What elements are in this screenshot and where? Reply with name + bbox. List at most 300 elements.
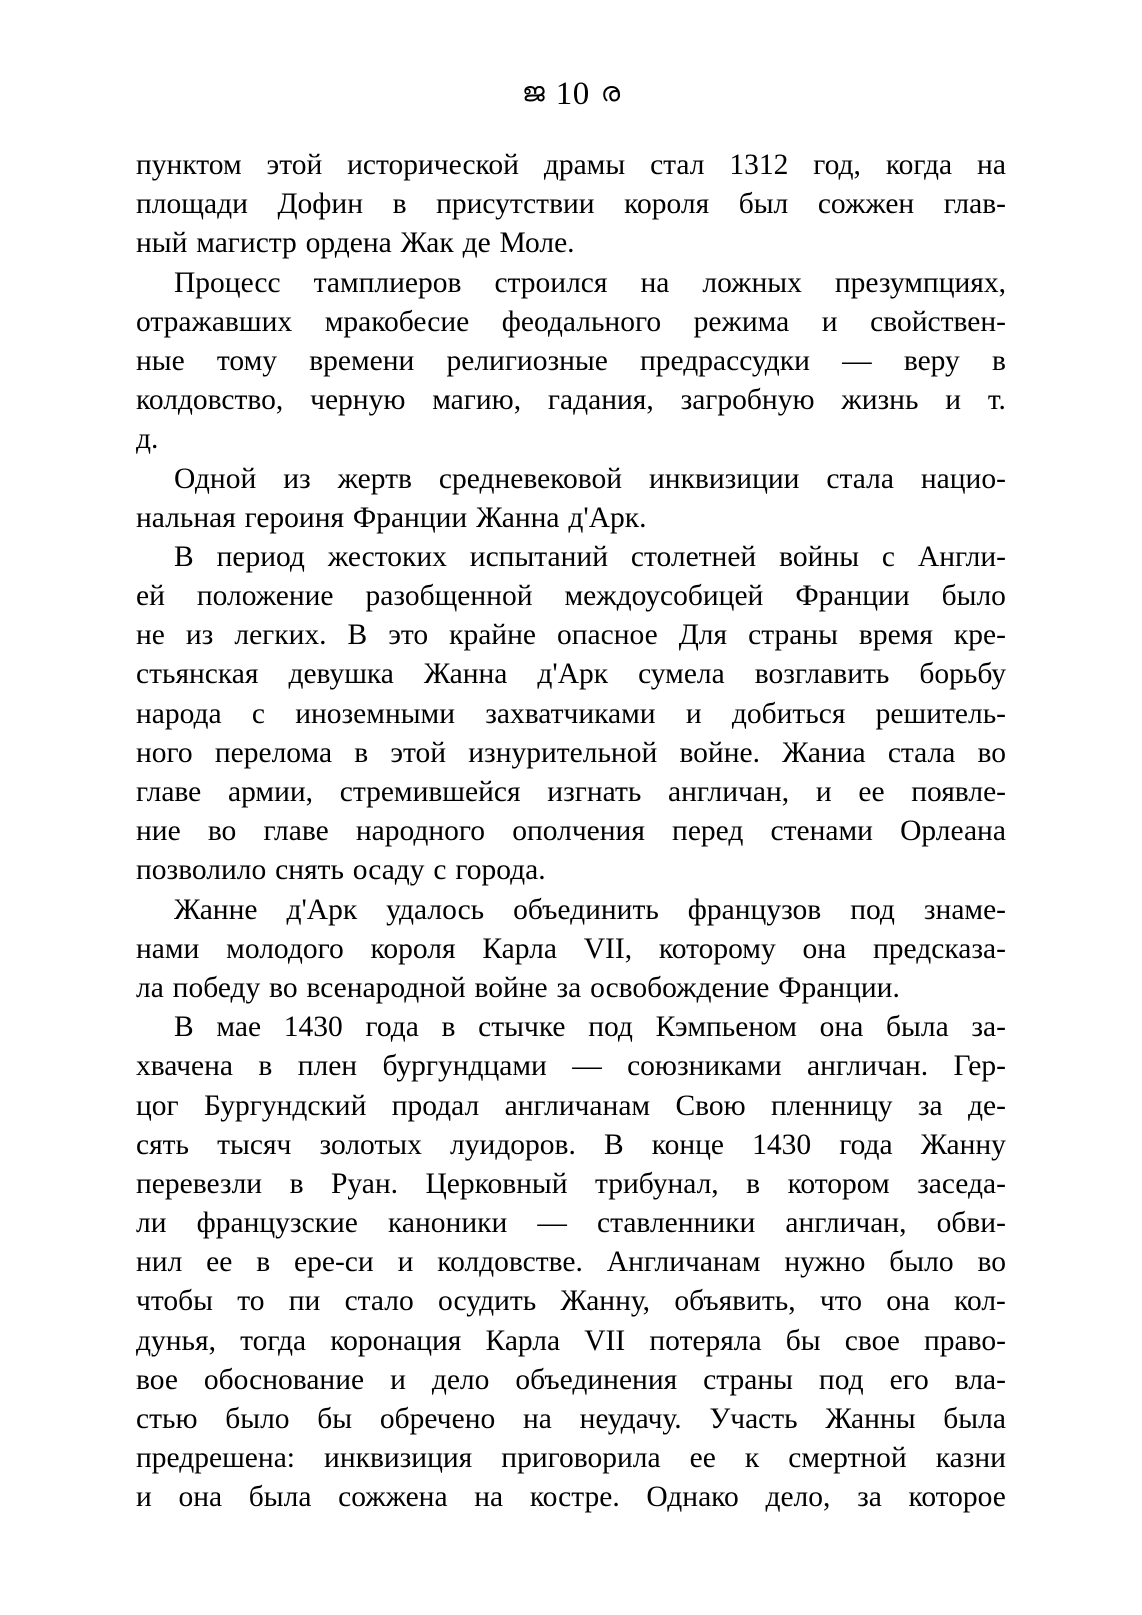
word: период (216, 540, 305, 573)
word: магию, (432, 384, 522, 417)
word: нацио- (920, 462, 1006, 495)
word: Жаниа (782, 736, 866, 769)
text-line (136, 969, 1006, 1008)
word: года (839, 1128, 893, 1161)
text-line (136, 812, 1006, 851)
word: вое (136, 1363, 178, 1396)
text-line (136, 538, 1006, 577)
word: она (802, 932, 847, 965)
word: смертной (788, 1442, 907, 1475)
word: короля (370, 932, 456, 965)
word: казни (935, 1442, 1006, 1475)
word: которое (908, 1481, 1006, 1514)
word: VII (584, 1324, 626, 1357)
word: в (991, 344, 1006, 377)
word: что (819, 1285, 862, 1318)
word: ее (206, 1246, 233, 1279)
word: этой (390, 736, 447, 769)
word: пленницу (771, 1089, 893, 1122)
word: религиозные (446, 344, 608, 377)
word: города. (455, 854, 546, 887)
word: крайне (449, 619, 536, 652)
word: Руан. (330, 1167, 399, 1200)
word: и (815, 776, 832, 808)
word: сожжена (338, 1481, 448, 1514)
word: союзниками (627, 1050, 782, 1083)
word: с (433, 854, 447, 887)
word: войне. (679, 736, 760, 769)
word: жертв (337, 462, 412, 495)
word: стала (887, 736, 956, 769)
word: позволило (136, 854, 267, 887)
word: д. (136, 423, 159, 456)
word: под (818, 1363, 864, 1396)
text-line (136, 1439, 1006, 1478)
word: неудачу. (579, 1403, 682, 1435)
word: перед (672, 815, 744, 848)
word: бургундцами (382, 1050, 547, 1083)
word: девушка (288, 658, 394, 691)
word: тысяч (217, 1128, 292, 1161)
word: Франции (352, 501, 468, 534)
word: его (889, 1363, 929, 1396)
word: черную (310, 384, 406, 417)
word: за (556, 971, 582, 1004)
word: за (857, 1481, 882, 1514)
word: освобождение (590, 971, 770, 1004)
word: которому (658, 932, 776, 965)
word: коронация (330, 1324, 462, 1357)
word: де (462, 227, 491, 260)
word: она (178, 1481, 223, 1514)
word: англичан. (807, 1050, 929, 1083)
text-line (136, 1478, 1006, 1517)
text-line (136, 460, 1006, 499)
word: ла (136, 971, 164, 1004)
word: чтобы (136, 1285, 213, 1318)
word: Карла (482, 932, 557, 965)
word: феодального (501, 305, 662, 338)
word: Свою (675, 1089, 746, 1122)
word: Жанна (476, 501, 560, 534)
text-line (136, 185, 1006, 224)
word: был (738, 188, 789, 221)
word: было (889, 1246, 954, 1279)
word: ный (136, 227, 188, 260)
word: англичан, (668, 776, 790, 808)
word: ей (136, 580, 165, 613)
word: сумела (638, 658, 725, 691)
text-line (136, 420, 1006, 459)
word: страны (703, 1363, 793, 1396)
body-text (136, 146, 1006, 1518)
word: ее (858, 776, 885, 808)
word: объявить, (674, 1285, 796, 1318)
text-line (136, 1361, 1006, 1400)
word: Жак (400, 227, 454, 260)
word: т. (987, 384, 1006, 417)
word: трибунал, (595, 1167, 719, 1200)
word: молодого (226, 932, 344, 965)
word: и (685, 697, 702, 730)
text-line (136, 303, 1006, 342)
word: из (185, 619, 214, 652)
text-line (136, 499, 1006, 538)
word: добиться (731, 697, 846, 730)
text-line (136, 1087, 1006, 1126)
word: Бургундский (204, 1089, 367, 1122)
word: площади (136, 188, 248, 221)
running-head (0, 78, 1142, 111)
word: ного (136, 736, 193, 769)
word: времени (309, 344, 415, 377)
word: ли (136, 1207, 167, 1240)
word: стремившейся (339, 776, 521, 808)
word: колдовстве. (437, 1246, 583, 1279)
word: во (977, 1246, 1006, 1279)
word: котором (787, 1167, 890, 1200)
word: средневековой (438, 462, 623, 495)
text-line (136, 1165, 1006, 1204)
word: и (390, 1363, 406, 1396)
word: золотых (319, 1128, 422, 1161)
word: хвачена (136, 1050, 234, 1083)
word: исторической (347, 149, 519, 181)
word: предсказа- (873, 932, 1006, 965)
word: сять (136, 1128, 190, 1161)
word: осаду (352, 854, 425, 887)
word: бы (785, 1324, 821, 1357)
word: конце (651, 1128, 725, 1161)
text-line (136, 1126, 1006, 1165)
word: сожжен (817, 188, 915, 221)
word: плен (297, 1050, 358, 1083)
word: стал (650, 149, 705, 181)
word: с (251, 697, 265, 730)
word: на (640, 266, 670, 299)
text-line (136, 616, 1006, 655)
word: ее (689, 1442, 716, 1475)
word: де- (968, 1089, 1006, 1122)
word: 1312 (729, 149, 789, 181)
word: знаме- (923, 893, 1006, 926)
word: под (588, 1011, 633, 1044)
word: войне (474, 971, 548, 1004)
word: ере-си (294, 1246, 374, 1279)
word: года (365, 1011, 419, 1044)
word: тамплиеров (313, 266, 462, 299)
word: глав- (943, 188, 1006, 221)
word: появле- (911, 776, 1006, 808)
word: за- (971, 1011, 1006, 1044)
word: и (945, 384, 962, 417)
word: захватчиками (485, 697, 656, 730)
word: Процесс (174, 266, 281, 299)
word: борьбу (919, 658, 1006, 691)
word: ополчения (512, 815, 645, 848)
paragraph (136, 146, 1006, 264)
word: мае (216, 1011, 262, 1044)
word: победу (172, 971, 261, 1004)
word: на (522, 1403, 552, 1435)
word: предрассудки (640, 344, 810, 377)
text-line (136, 734, 1006, 773)
word: и (397, 1246, 414, 1279)
word: стычке (478, 1011, 566, 1044)
word: решитель- (875, 697, 1006, 730)
word: д'Арк. (568, 501, 647, 534)
word: обви- (936, 1207, 1006, 1240)
left-fleuron-ornament: ജ (521, 77, 545, 108)
text-line (136, 1282, 1006, 1321)
word: гадания, (547, 384, 654, 417)
word: Жанне (174, 893, 258, 926)
text-line (136, 224, 1006, 263)
word: обречено (379, 1403, 496, 1435)
word: героиня (244, 501, 345, 534)
word: войны (779, 540, 860, 573)
text-line (136, 1047, 1006, 1086)
word: жестоких (327, 540, 447, 573)
word: VII, (583, 932, 633, 965)
word: заседа- (917, 1167, 1006, 1200)
word: народного (355, 815, 486, 848)
text-line (136, 146, 1006, 185)
word: В (174, 540, 194, 573)
word: веру (903, 344, 960, 377)
word: мракобесие (324, 305, 470, 338)
text-line (136, 264, 1006, 303)
word: народа (136, 697, 222, 730)
word: Франции. (778, 971, 900, 1004)
word: право- (923, 1324, 1006, 1357)
word: французские (196, 1207, 358, 1240)
word: нужно (784, 1246, 866, 1279)
word: ставленники (596, 1207, 756, 1240)
text-line (136, 773, 1006, 812)
word: не (136, 619, 165, 652)
word: во (269, 971, 298, 1004)
word: колдовство, (136, 384, 284, 417)
word: ные (136, 344, 185, 377)
word: инквизиции (649, 462, 800, 495)
word: д'Арк (286, 893, 358, 926)
word: на (474, 1481, 504, 1514)
paragraph (136, 538, 1006, 891)
word: иноземными (295, 697, 456, 730)
word: стало (344, 1285, 414, 1318)
word: перевезли (136, 1167, 263, 1200)
word: отражавших (136, 305, 293, 338)
word: когда (885, 149, 953, 181)
word: страны (748, 619, 838, 652)
text-line (136, 1008, 1006, 1047)
word: разобщенной (365, 580, 533, 613)
word: Гер- (953, 1050, 1006, 1083)
word: объединить (513, 893, 659, 926)
word: жизнь (841, 384, 919, 417)
word: Для (678, 619, 728, 652)
word: междоусобицей (564, 580, 764, 613)
word: 1430 (283, 1011, 343, 1044)
text-line (136, 695, 1006, 734)
word: было (225, 1403, 290, 1435)
word: Кэмпьеном (655, 1011, 797, 1044)
word: пи (288, 1285, 321, 1318)
word: Карла (485, 1324, 561, 1357)
word: — (842, 344, 872, 377)
word: Дофин (277, 188, 363, 221)
word: присутствии (436, 188, 595, 221)
word: Англичанам (606, 1246, 761, 1279)
word: в (289, 1167, 304, 1200)
word: строился (494, 266, 608, 299)
word: драмы (543, 149, 626, 181)
text-line (136, 891, 1006, 930)
word: свойствен- (870, 305, 1006, 338)
text-line (136, 1322, 1006, 1361)
word: стьянская (136, 658, 259, 691)
paragraph (136, 891, 1006, 1009)
word: кол- (954, 1285, 1006, 1318)
text-line (136, 1400, 1006, 1439)
word: каноники (388, 1207, 508, 1240)
word: с (881, 540, 896, 573)
word: за (917, 1089, 943, 1122)
word: и (136, 1481, 152, 1514)
word: была (886, 1011, 949, 1044)
paragraph (136, 1008, 1006, 1517)
word: Однако (646, 1481, 739, 1514)
word: год, (813, 149, 861, 181)
word: дунья, (136, 1324, 216, 1357)
word: столетней (630, 540, 757, 573)
word: Жанну, (560, 1285, 651, 1318)
word: В (347, 619, 368, 652)
word: главе (263, 815, 329, 848)
word: всенародной (306, 971, 466, 1004)
word: возглавить (754, 658, 890, 691)
word: обоснование (203, 1363, 365, 1396)
word: к (744, 1442, 760, 1475)
word: 1430 (752, 1128, 812, 1161)
word: приговорила (501, 1442, 661, 1475)
word: время (858, 619, 933, 652)
word: вла- (954, 1363, 1006, 1396)
word: стала (826, 462, 894, 495)
word: она (819, 1011, 864, 1044)
text-line (136, 851, 1006, 890)
word: снять (275, 854, 344, 887)
word: англичанам (504, 1089, 651, 1122)
word: из (283, 462, 311, 495)
word: изнурительной (468, 736, 658, 769)
word: нами (136, 932, 200, 965)
word: цог (136, 1089, 179, 1122)
word: легких. (234, 619, 327, 652)
word: режима (693, 305, 790, 338)
word: короля (624, 188, 710, 221)
word: дело, (765, 1481, 831, 1514)
word: в (256, 1246, 271, 1279)
word: бы (317, 1403, 353, 1435)
word: и (821, 305, 838, 338)
word: презумпциях, (834, 266, 1006, 299)
word: нил (136, 1246, 183, 1279)
word: в (354, 736, 369, 769)
word: свое (844, 1324, 900, 1357)
word: французов (687, 893, 822, 926)
word: загробную (680, 384, 815, 417)
word: Церковный (425, 1167, 568, 1200)
word: в (392, 188, 407, 221)
word: потеряла (649, 1324, 762, 1357)
word: Моле. (499, 227, 575, 260)
word: Англи- (917, 540, 1006, 573)
text-line (136, 930, 1006, 969)
word: — (537, 1207, 567, 1240)
word: была (943, 1403, 1006, 1435)
word: Орлеана (900, 815, 1006, 848)
word: нальная (136, 501, 236, 534)
text-line (136, 1243, 1006, 1282)
word: ложных (702, 266, 802, 299)
word: Участь (709, 1403, 798, 1435)
word: Жанна (423, 658, 508, 691)
word: опасное (556, 619, 658, 652)
word: англичан, (785, 1207, 907, 1240)
word: предрешена: (136, 1442, 295, 1475)
paragraph (136, 460, 1006, 538)
word: инквизиция (324, 1442, 473, 1475)
word: перелома (214, 736, 333, 769)
word: Жанну (920, 1128, 1006, 1161)
word: во (977, 736, 1006, 769)
word: пунктом (136, 149, 242, 181)
word: объединения (515, 1363, 678, 1396)
word: в (441, 1011, 456, 1044)
word: — (572, 1050, 602, 1083)
word: магистр (196, 227, 297, 260)
text-line (136, 655, 1006, 694)
word: удалось (386, 893, 485, 926)
word: это (388, 619, 429, 652)
word: стенами (770, 815, 873, 848)
word: в (746, 1167, 761, 1200)
word: тому (216, 344, 277, 377)
word: под (850, 893, 895, 926)
text-line (136, 381, 1006, 420)
word: армии, (228, 776, 314, 808)
word: в (258, 1050, 273, 1083)
word: осудить (438, 1285, 537, 1318)
word: во (207, 815, 237, 848)
text-line (136, 1204, 1006, 1243)
word: было (941, 580, 1006, 613)
word: д'Арк (537, 658, 609, 691)
word: ние (136, 815, 181, 848)
word: на (977, 149, 1006, 181)
text-line (136, 342, 1006, 381)
word: Жанны (825, 1403, 916, 1435)
word: была (248, 1481, 312, 1514)
right-fleuron-ornament: ര (600, 77, 621, 108)
word: испытаний (469, 540, 608, 573)
word: главе (136, 776, 202, 808)
word: Одной (174, 462, 257, 495)
word: костре. (529, 1481, 620, 1514)
page-number: 10 (555, 76, 590, 112)
